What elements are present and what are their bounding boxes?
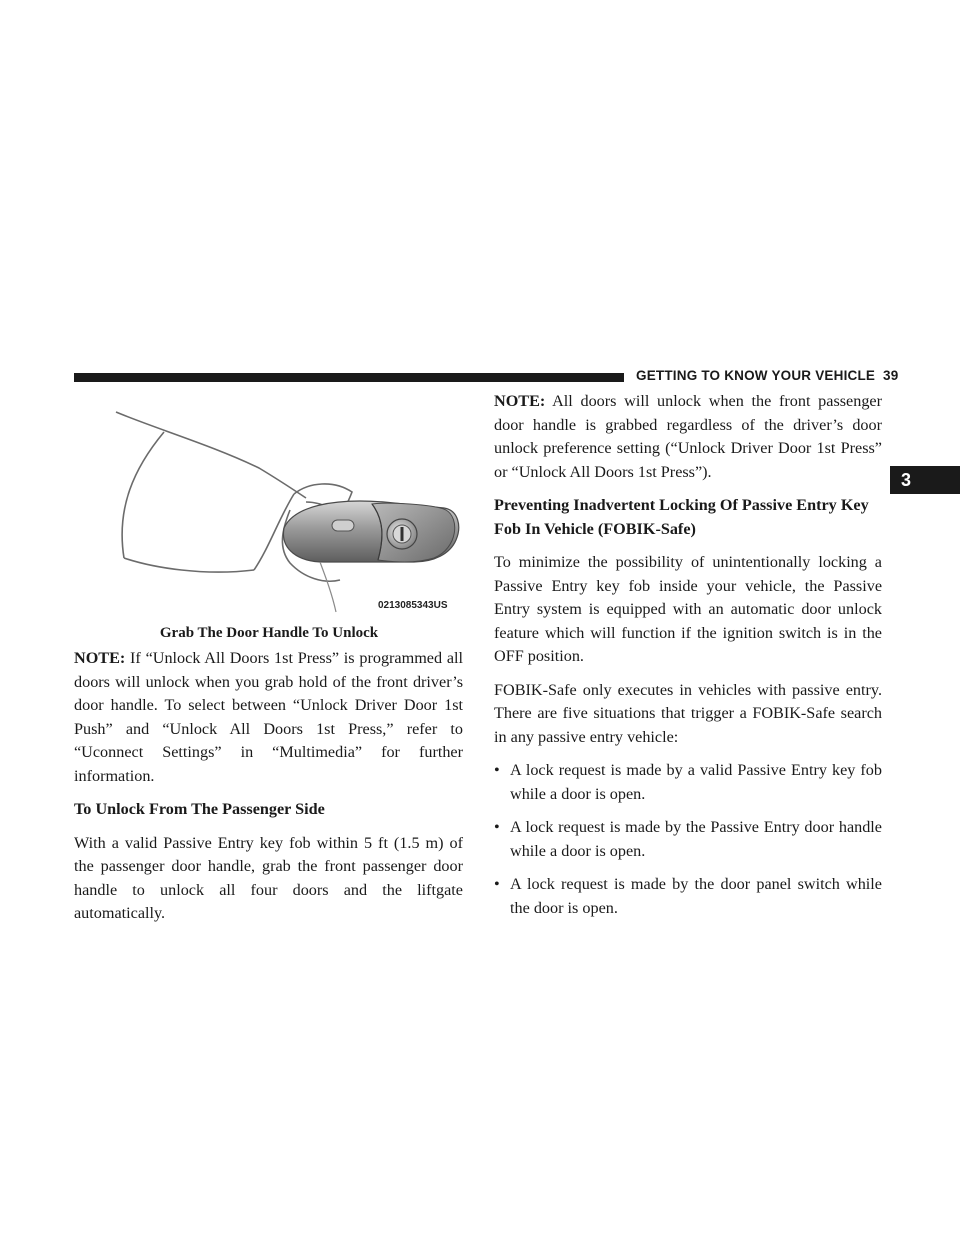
list-item-text: A lock request is made by the door panel switch while the door is open. bbox=[510, 875, 882, 917]
note-unlock-all-doors bbox=[74, 647, 463, 788]
section-heading-passenger-unlock: To Unlock From The Passenger Side bbox=[74, 800, 325, 818]
list-item bbox=[494, 759, 882, 806]
door-handle-illustration bbox=[94, 398, 466, 616]
right-column bbox=[494, 390, 882, 930]
note-text: If “Unlock All Doors 1st Press” is programmed all doors will unlock when you grab hold of the front driver’s door handle. To select between “Unlock Driver Door 1st Push” and “Unlock All Doors 1st Press,” refer to “Uconnect Settings” in “Multimedia” for further information. bbox=[74, 649, 464, 785]
passenger-unlock-paragraph: With a valid Passive Entry key fob within 5 ft (1.5 m) of the passenger door handle, grab the front passenger door handle to unlock all four doors and the liftgate automatically. bbox=[74, 833, 463, 922]
fobik-intro-paragraph: To minimize the possibility of unintentionally locking a Passive Entry key fob inside your vehicle, the Passive Entry system is equipped with an automatic door unlock feature which will function if the ignition switch is in the OFF position. bbox=[494, 553, 882, 665]
fobik-situations-paragraph: FOBIK-Safe only executes in vehicles with passive entry. There are five situations that trigger a FOBIK-Safe search in any passive entry vehicle: bbox=[494, 680, 882, 746]
figure-id: 0213085343US bbox=[378, 600, 448, 611]
list-item bbox=[494, 816, 882, 863]
header-rule bbox=[74, 373, 624, 382]
figure-caption: Grab The Door Handle To Unlock bbox=[159, 625, 379, 641]
note-text: All doors will unlock when the front passenger door handle is grabbed regardless of the driver’s door unlock preference setting (“Unlock Driver Door 1st Press” or “Unlock All Doors 1st Press”). bbox=[494, 392, 882, 481]
left-column bbox=[74, 647, 463, 936]
running-header bbox=[636, 368, 899, 383]
note-label: NOTE: bbox=[74, 649, 126, 667]
list-item bbox=[494, 873, 882, 920]
bullet-icon: • bbox=[494, 761, 500, 779]
bullet-icon: • bbox=[494, 875, 500, 893]
note-front-passenger-handle bbox=[494, 390, 882, 484]
bullet-icon: • bbox=[494, 818, 500, 836]
section-heading-fobik-safe: Preventing Inadvertent Locking Of Passive Entry Key Fob In Vehicle (FOBIK-Safe) bbox=[494, 496, 869, 538]
note-label: NOTE: bbox=[494, 392, 546, 410]
fobik-situations-list bbox=[494, 759, 882, 920]
list-item-text: A lock request is made by the Passive Entry door handle while a door is open. bbox=[510, 818, 882, 860]
list-item-text: A lock request is made by a valid Passive Entry key fob while a door is open. bbox=[510, 761, 882, 803]
section-title: GETTING TO KNOW YOUR VEHICLE bbox=[636, 368, 876, 383]
page-number: 39 bbox=[883, 368, 899, 383]
chapter-tab: 3 bbox=[890, 466, 960, 494]
